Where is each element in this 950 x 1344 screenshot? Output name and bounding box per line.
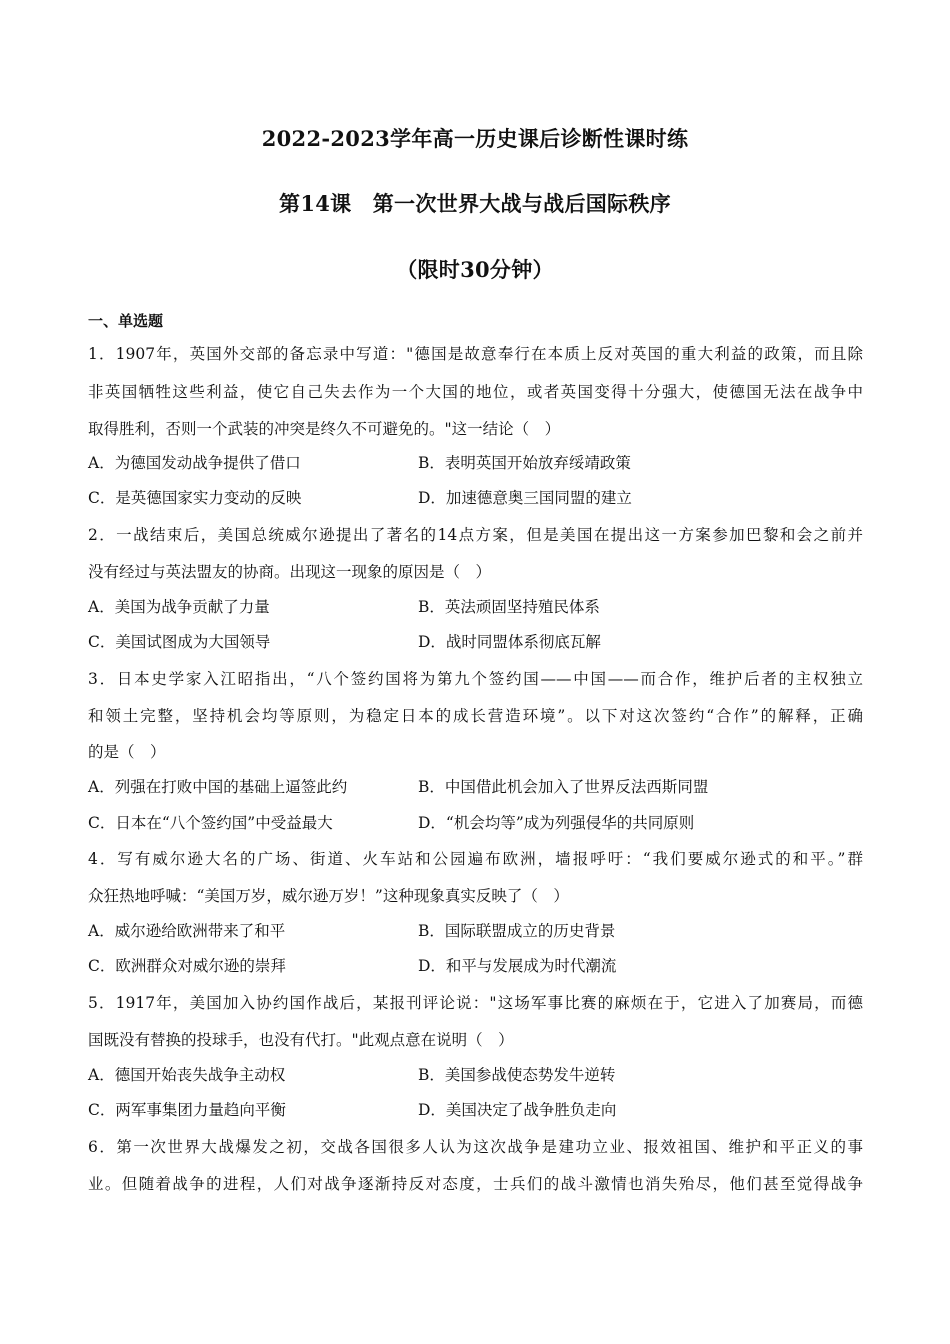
lesson-title: 第14课 第一次世界大战与战后国际秩序 (279, 191, 671, 216)
question-4-option-a[interactable]: A．威尔逊给欧洲带来了和平 (88, 922, 286, 940)
question-3-line-2: 和领土完整，坚持机会均等原则，为稳定日本的成长营造环境”。以下对这次签约“合作”的解释，正确 (88, 707, 863, 725)
question-4-option-b[interactable]: B．国际联盟成立的历史背景 (418, 922, 616, 940)
question-4-line-2: 众狂热地呼喊：“美国万岁，威尔逊万岁！”这种现象真实反映了（ ） (88, 887, 569, 905)
section-heading: 一、单选题 (88, 312, 164, 330)
question-6-line-1: 6．第一次世界大战爆发之初，交战各国很多人认为这次战争是建功立业、报效祖国、维护和平正义的事 (88, 1138, 863, 1156)
question-5-option-a[interactable]: A．德国开始丧失战争主动权 (88, 1066, 286, 1084)
question-2-option-d[interactable]: D．战时同盟体系彻底瓦解 (418, 633, 601, 651)
question-3-option-b[interactable]: B．中国借此机会加入了世界反法西斯同盟 (418, 778, 709, 796)
question-2-option-c[interactable]: C．美国试图成为大国领导 (88, 633, 271, 651)
question-3-line-1: 3．日本史学家入江昭指出，“八个签约国将为第九个签约国——中国——而合作，维护后者的主权独立 (88, 670, 863, 688)
question-1-option-d[interactable]: D．加速德意奥三国同盟的建立 (418, 489, 632, 507)
question-4-option-c[interactable]: C．欧洲群众对威尔逊的崇拜 (88, 957, 286, 975)
question-5-option-d[interactable]: D．美国决定了战争胜负走向 (418, 1101, 617, 1119)
question-6-line-2: 业。但随着战争的进程，人们对战争逐渐持反对态度，士兵们的战斗激情也消失殆尽，他们甚至觉得战争 (88, 1175, 863, 1193)
question-2-option-a[interactable]: A．美国为战争贡献了力量 (88, 598, 270, 616)
question-5-line-1: 5．1917年，美国加入协约国作战后，某报刊评论说："这场军事比赛的麻烦在于，它进入了加赛局，而德 (88, 994, 863, 1012)
question-1-line-1: 1．1907年，英国外交部的备忘录中写道："德国是故意奉行在本质上反对英国的重大利益的政策，而且除 (88, 345, 863, 363)
question-4-option-d[interactable]: D．和平与发展成为时代潮流 (418, 957, 617, 975)
question-5-option-b[interactable]: B．美国参战使态势发牛逆转 (418, 1066, 616, 1084)
question-3-line-3: 的是（ ） (88, 743, 166, 761)
question-1-option-a[interactable]: A．为德国发动战争提供了借口 (88, 454, 301, 472)
question-2-option-b[interactable]: B．英法顽固坚持殖民体系 (418, 598, 600, 616)
question-5-line-2: 国既没有替换的投球手，也没有代打。"此观点意在说明（ ） (88, 1031, 514, 1049)
question-2-line-1: 2．一战结束后，美国总统威尔逊提出了著名的14点方案，但是美国在提出这一方案参加巴黎和会之前并 (88, 526, 863, 544)
question-2-line-2: 没有经过与英法盟友的协商。出现这一现象的原因是（ ） (88, 563, 492, 581)
time-limit: （限时30分钟） (396, 257, 554, 282)
question-1-line-2: 非英国牺牲这些利益，使它自己失去作为一个大国的地位，或者英国变得十分强大，使德国无法在战争中 (88, 383, 863, 401)
question-1-option-b[interactable]: B．表明英国开始放弃绥靖政策 (418, 454, 631, 472)
question-3-option-d[interactable]: D．“机会均等”成为列强侵华的共同原则 (418, 814, 695, 832)
document-title: 2022-2023学年高一历史课后诊断性课时练 (261, 126, 689, 151)
question-4-line-1: 4．写有威尔逊大名的广场、街道、火车站和公园遍布欧洲，墙报呼吁：“我们要威尔逊式的和平。”群 (88, 850, 863, 868)
question-3-option-c[interactable]: C．日本在“八个签约国”中受益最大 (88, 814, 333, 832)
question-5-option-c[interactable]: C．两军事集团力量趋向平衡 (88, 1101, 286, 1119)
question-1-line-3: 取得胜利，否则一个武装的冲突是终久不可避免的。"这一结论（ ） (88, 420, 561, 438)
question-1-option-c[interactable]: C．是英德国家实力变动的反映 (88, 489, 302, 507)
question-3-option-a[interactable]: A．列强在打败中国的基础上逼签此约 (88, 778, 348, 796)
